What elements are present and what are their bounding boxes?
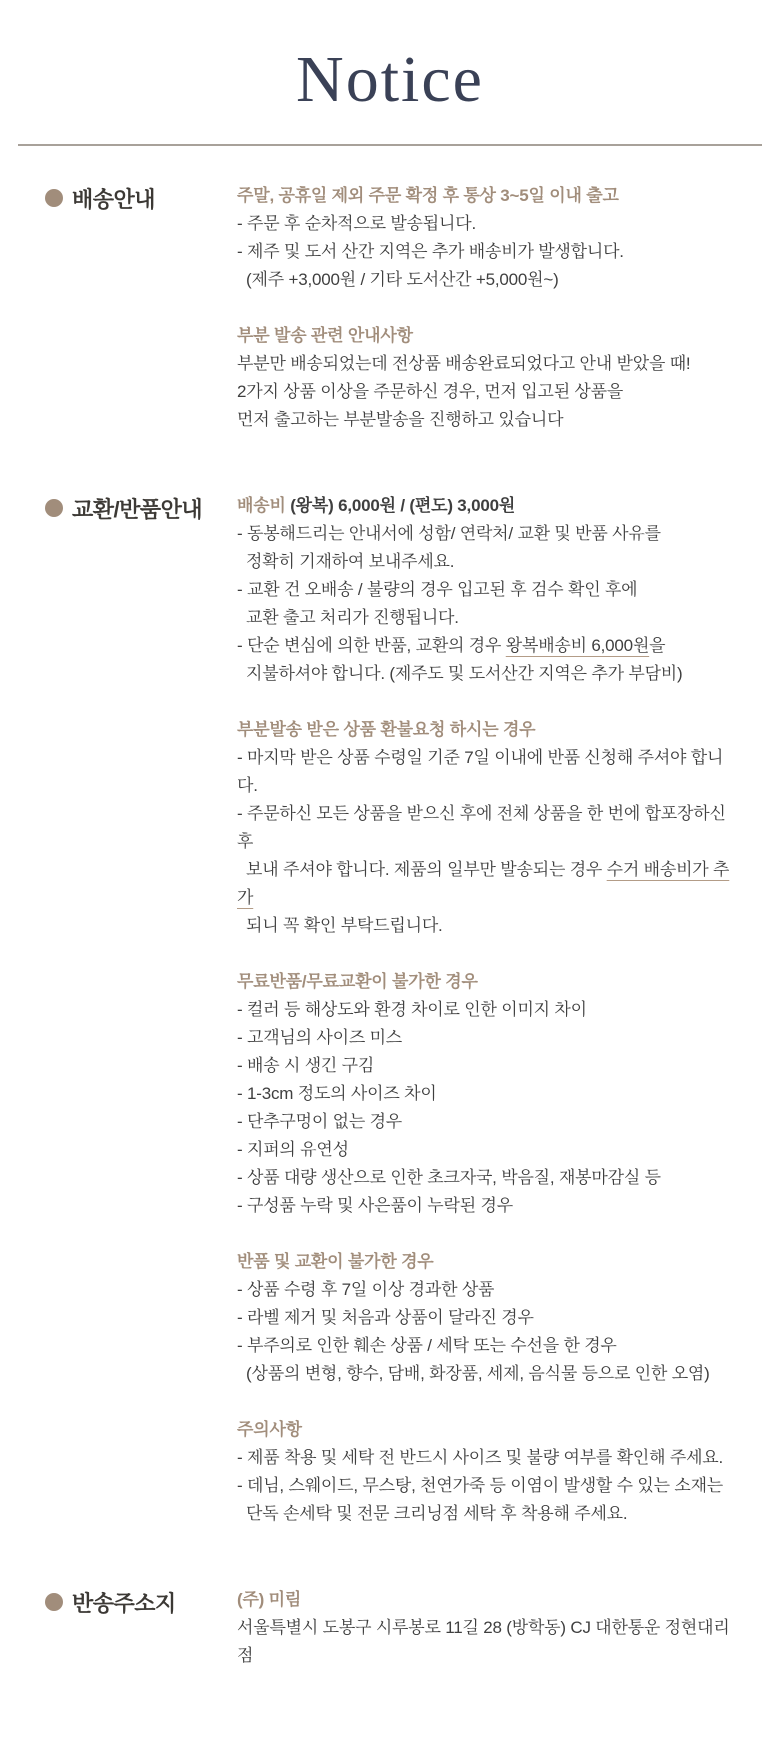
group-heading [237, 182, 740, 210]
content-group [237, 1586, 740, 1670]
body-line: 지불하셔야 합니다. (제주도 및 도서산간 지역은 추가 부담비) [237, 663, 683, 683]
body-line: (제주 +3,000원 / 기타 도서산간 +5,000원~) [237, 269, 559, 289]
body-line: - 제품 착용 및 세탁 전 반드시 사이즈 및 불량 여부를 확인해 주세요. [237, 1447, 724, 1467]
body-line: - 데님, 스웨이드, 무스탕, 천연가죽 등 이염이 발생할 수 있는 소재는 [237, 1475, 724, 1495]
content-group [237, 492, 740, 688]
content-group [237, 182, 740, 294]
section-content [237, 492, 740, 1528]
content-group [237, 1416, 740, 1528]
group-heading [237, 1586, 740, 1614]
group-heading [237, 322, 740, 350]
group-heading-text: 무료반품/무료교환이 불가한 경우 [237, 971, 478, 991]
group-heading-text: 배송비 [237, 495, 286, 515]
section-label [45, 1586, 237, 1618]
body-line: - 제주 및 도서 산간 지역은 추가 배송비가 발생합니다. [237, 241, 624, 261]
page-title: Notice [296, 43, 484, 116]
body-line: - 라벨 제거 및 처음과 상품이 달라진 경우 [237, 1307, 534, 1327]
body-line: - 부주의로 인한 훼손 상품 / 세탁 또는 수선을 한 경우 [237, 1335, 617, 1355]
body-line: - 동봉해드리는 안내서에 성함/ 연락처/ 교환 및 반품 사유를 [237, 523, 661, 543]
bullet-icon [45, 1593, 63, 1611]
body-line: - 구성품 누락 및 사은품이 누락된 경우 [237, 1195, 513, 1215]
body-line: 단독 손세탁 및 전문 크리닝점 세탁 후 착용해 주세요. [237, 1503, 628, 1523]
body-line: - 상품 대량 생산으로 인한 초크자국, 박음질, 재봉마감실 등 [237, 1167, 661, 1187]
body-line: - 마지막 받은 상품 수령일 기준 7일 이내에 반품 신청해 주셔야 합니다. [237, 747, 724, 795]
body-line: 정확히 기재하여 보내주세요. [237, 551, 455, 571]
section-content [237, 1586, 740, 1670]
body-line: - 교환 건 오배송 / 불량의 경우 입고된 후 검수 확인 후에 [237, 579, 638, 599]
section-shipping-info [45, 182, 740, 434]
group-heading-text: 주말, 공휴일 제외 주문 확정 후 통상 3~5일 이내 출고 [237, 185, 619, 205]
body-line: - 컬러 등 해상도와 환경 차이로 인한 이미지 차이 [237, 999, 587, 1019]
content-group [237, 322, 740, 434]
group-heading [237, 492, 740, 520]
sections-container [0, 146, 780, 1670]
section-label-text: 배송안내 [72, 186, 156, 212]
section-label-text: 반송주소지 [72, 1590, 176, 1616]
body-line: 되니 꼭 확인 부탁드립니다. [237, 915, 443, 935]
group-heading [237, 968, 740, 996]
bullet-icon [45, 499, 63, 517]
body-line: - 고객님의 사이즈 미스 [237, 1027, 403, 1047]
section-label [45, 182, 237, 214]
group-heading-suffix: (왕복) 6,000원 / (편도) 3,000원 [285, 495, 516, 515]
body-line: 교환 출고 처리가 진행됩니다. [237, 607, 459, 627]
content-group [237, 716, 740, 940]
content-group [237, 1248, 740, 1388]
group-heading-text: (주) 미림 [237, 1589, 302, 1609]
body-line: - 상품 수령 후 7일 이상 경과한 상품 [237, 1279, 495, 1299]
body-line: 보내 주셔야 합니다. 제품의 일부만 발송되는 경우 수거 배송비가 추가 [237, 859, 730, 907]
group-heading [237, 1416, 740, 1444]
section-content [237, 182, 740, 434]
underlined-text: 수거 배송비가 추가 [237, 859, 730, 907]
body-line: 먼저 출고하는 부분발송을 진행하고 있습니다 [237, 409, 564, 429]
section-label-text: 교환/반품안내 [72, 496, 203, 522]
section-label [45, 492, 237, 524]
body-line: - 지퍼의 유연성 [237, 1139, 349, 1159]
underlined-text: 왕복배송비 6,000원 [505, 635, 650, 655]
section-return-address [45, 1586, 740, 1670]
body-line: 2가지 상품 이상을 주문하신 경우, 먼저 입고된 상품을 [237, 381, 624, 401]
body-line: 부분만 배송되었는데 전상품 배송완료되었다고 안내 받았을 때! [237, 353, 691, 373]
content-group [237, 968, 740, 1220]
body-line: - 1-3cm 정도의 사이즈 차이 [237, 1083, 437, 1103]
body-line: - 주문 후 순차적으로 발송됩니다. [237, 213, 476, 233]
group-heading-text: 주의사항 [237, 1419, 302, 1439]
group-heading [237, 1248, 740, 1276]
group-heading-text: 반품 및 교환이 불가한 경우 [237, 1251, 434, 1271]
group-heading-text: 부분발송 받은 상품 환불요청 하시는 경우 [237, 719, 536, 739]
group-heading-text: 부분 발송 관련 안내사항 [237, 325, 413, 345]
group-heading [237, 716, 740, 744]
bullet-icon [45, 189, 63, 207]
body-line: (상품의 변형, 향수, 담배, 화장품, 세제, 음식물 등으로 인한 오염) [237, 1363, 710, 1383]
body-line: - 단추구멍이 없는 경우 [237, 1111, 403, 1131]
body-line: - 주문하신 모든 상품을 받으신 후에 전체 상품을 한 번에 합포장하신 후 [237, 803, 731, 851]
section-exchange-return-info [45, 492, 740, 1528]
body-line: 서울특별시 도봉구 시루봉로 11길 28 (방학동) CJ 대한통운 정현대리점 [237, 1617, 730, 1665]
body-line: - 배송 시 생긴 구김 [237, 1055, 375, 1075]
body-line: - 단순 변심에 의한 반품, 교환의 경우 왕복배송비 6,000원을 [237, 635, 666, 655]
